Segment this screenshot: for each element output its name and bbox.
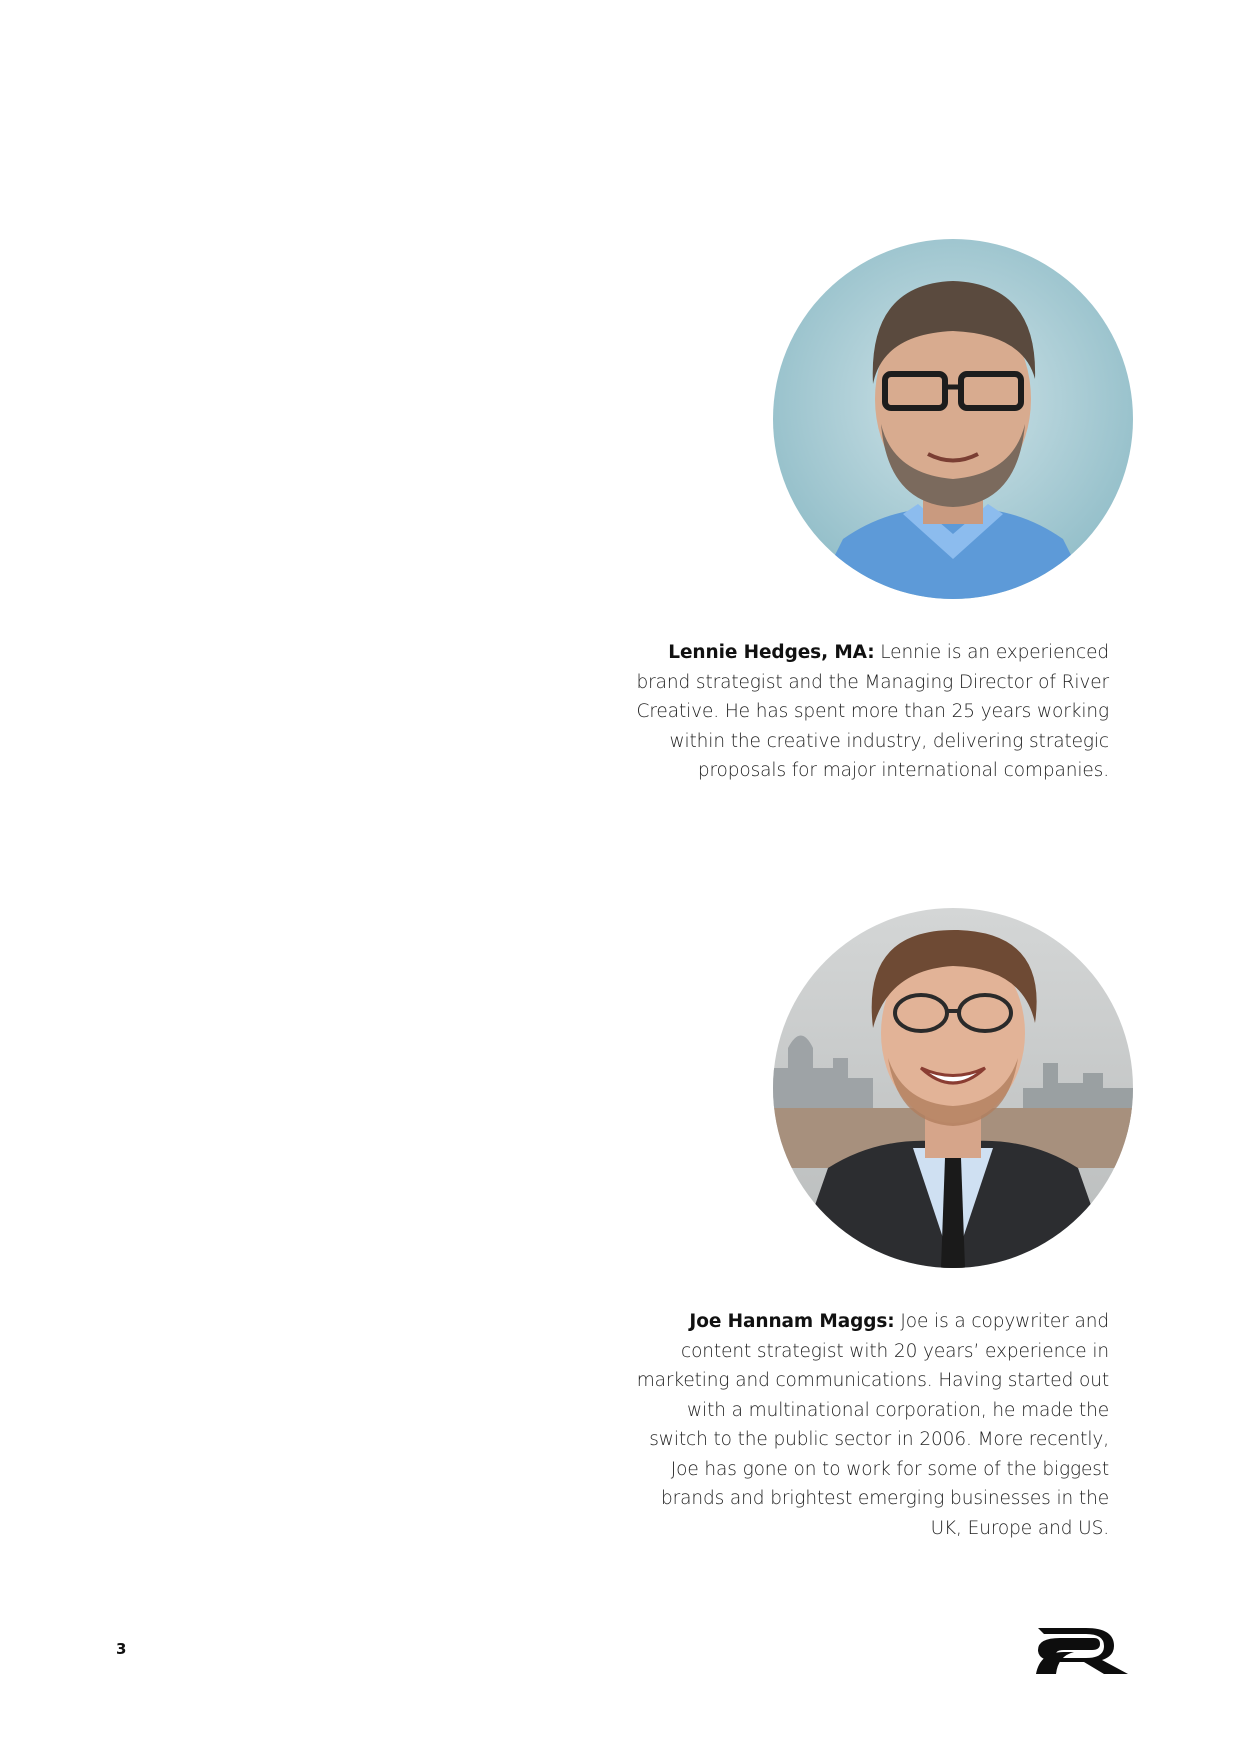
profile-name: Joe Hannam Maggs: [689, 1311, 895, 1332]
river-creative-logo-icon [1034, 1622, 1130, 1678]
page-number: 3 [116, 1640, 127, 1658]
profile-bio: Joe is a copywriter and content strategist with 20 years’ experience in marketing and communications. Having started out with a multinational corporation, he made the switch to the public sector in 2006. More recently, Joe has gone on to work for some of the biggest brands and brightest emerging businesses in the UK, Europe and US. [636, 1311, 1109, 1539]
portrait-joe-hannam-maggs [773, 908, 1133, 1268]
profile-bio: Lennie is an experienced brand strategist and the Managing Director of River Creative. He has spent more than 25 years working within the creative industry, delivering strategic proposals for major international companies. [636, 642, 1109, 781]
profile-name: Lennie Hedges, MA: [668, 642, 875, 663]
portrait-lennie-hedges [773, 239, 1133, 599]
bio-joe-hannam-maggs [629, 1307, 1109, 1543]
bio-lennie-hedges [629, 638, 1109, 786]
